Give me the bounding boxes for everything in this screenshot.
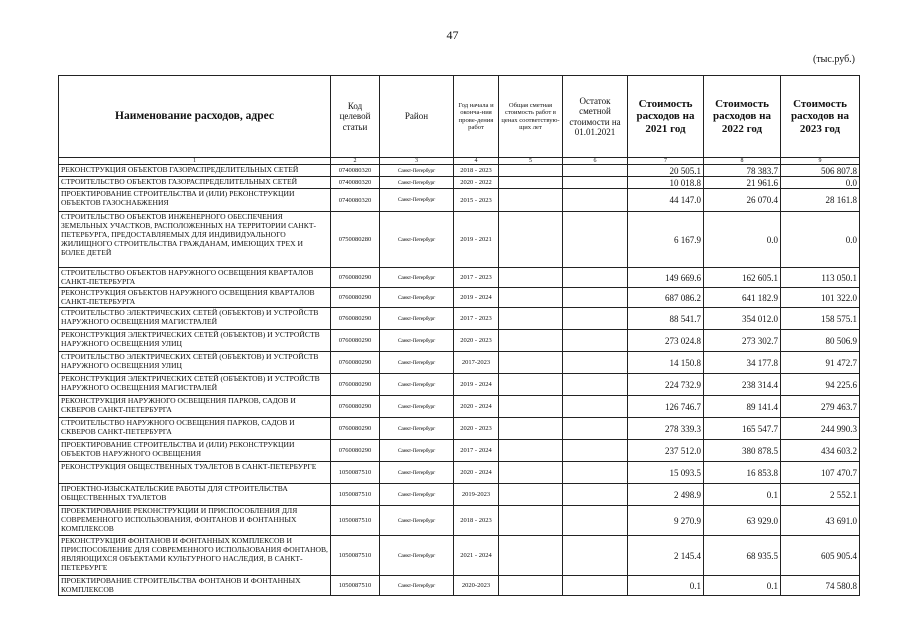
expense-name: РЕКОНСТРУКЦИЯ НАРУЖНОГО ОСВЕЩЕНИЯ ПАРКОВ, САДОВ И СКВЕРОВ САНКТ-ПЕТЕРБУРГА [59,396,331,418]
target-code: 0760080290 [331,396,380,418]
table-row [59,484,860,506]
cost-2022: 63 929.0 [704,506,781,536]
cost-2021: 2 145.4 [628,536,704,576]
target-code: 0760080290 [331,440,380,462]
column-number: 4 [454,158,499,165]
balance-cell [563,330,628,352]
total-cost-cell [499,374,563,396]
cost-2023: 91 472.7 [781,352,860,374]
balance-cell [563,462,628,484]
cost-2022: 21 961.6 [704,177,781,189]
cost-2023: 43 691.0 [781,506,860,536]
district: Санкт-Петербург [380,177,454,189]
cost-2022: 238 314.4 [704,374,781,396]
balance-cell [563,308,628,330]
target-code: 0760080290 [331,330,380,352]
balance-cell [563,212,628,268]
total-cost-cell [499,330,563,352]
balance-cell [563,165,628,177]
header-total-cost: Общая сметная стоимость работ в ценах соответствую-щих лет [499,76,563,158]
total-cost-cell [499,165,563,177]
page-number: 47 [446,28,459,42]
table-row [59,418,860,440]
expense-name: ПРОЕКТИРОВАНИЕ СТРОИТЕЛЬСТВА ФОНТАНОВ И ФОНТАННЫХ КОМПЛЕКСОВ [59,576,331,596]
cost-2023: 107 470.7 [781,462,860,484]
column-number: 1 [59,158,331,165]
table-header-row [59,76,860,158]
table-row [59,576,860,596]
target-code: 1050087510 [331,576,380,596]
work-years: 2015 - 2023 [454,189,499,212]
work-years: 2020 - 2023 [454,330,499,352]
district: Санкт-Петербург [380,165,454,177]
cost-2021: 44 147.0 [628,189,704,212]
work-years: 2021 - 2024 [454,536,499,576]
cost-2023: 113 050.1 [781,268,860,288]
table-row [59,212,860,268]
header-balance: Остаток сметной стоимости на 01.01.2021 [563,76,628,158]
total-cost-cell [499,212,563,268]
cost-2022: 78 383.7 [704,165,781,177]
expense-name: СТРОИТЕЛЬСТВО ОБЪЕКТОВ НАРУЖНОГО ОСВЕЩЕНИЯ КВАРТАЛОВ САНКТ-ПЕТЕРБУРГА [59,268,331,288]
column-number: 9 [781,158,860,165]
cost-2021: 126 746.7 [628,396,704,418]
district: Санкт-Петербург [380,506,454,536]
target-code: 0740080320 [331,189,380,212]
cost-2021: 0.1 [628,576,704,596]
cost-2022: 68 935.5 [704,536,781,576]
header-name: Наименование расходов, адрес [59,76,331,158]
work-years: 2020 - 2022 [454,177,499,189]
cost-2022: 273 302.7 [704,330,781,352]
balance-cell [563,536,628,576]
expense-name: РЕКОНСТРУКЦИЯ ФОНТАНОВ И ФОНТАННЫХ КОМПЛЕКСОВ И ПРИСПОСОБЛЕНИЕ ДЛЯ СОВРЕМЕННОГО ИСПОЛЬЗОВАНИЯ ФОНТАНОВ, ЯВЛЯЮЩИХСЯ ОБЪЕКТАМИ КУЛЬТУРНОГО НАСЛЕДИЯ, В САНКТ-ПЕТЕРБУРГЕ [59,536,331,576]
cost-2023: 0.0 [781,177,860,189]
header-cost-2023: Стоимость расходов на 2023 год [781,76,860,158]
target-code: 1050087510 [331,484,380,506]
cost-2023: 74 580.8 [781,576,860,596]
cost-2021: 88 541.7 [628,308,704,330]
cost-2023: 279 463.7 [781,396,860,418]
target-code: 0740080320 [331,177,380,189]
total-cost-cell [499,177,563,189]
expense-name: ПРОЕКТИРОВАНИЕ СТРОИТЕЛЬСТВА И (ИЛИ) РЕКОНСТРУКЦИИ ОБЪЕКТОВ НАРУЖНОГО ОСВЕЩЕНИЯ [59,440,331,462]
cost-2022: 380 878.5 [704,440,781,462]
cost-2022: 0.1 [704,484,781,506]
district: Санкт-Петербург [380,396,454,418]
total-cost-cell [499,484,563,506]
cost-2023: 158 575.1 [781,308,860,330]
table-row [59,352,860,374]
total-cost-cell [499,396,563,418]
expense-name: СТРОИТЕЛЬСТВО ОБЪЕКТОВ ИНЖЕНЕРНОГО ОБЕСПЕЧЕНИЯ ЗЕМЕЛЬНЫХ УЧАСТКОВ, РАСПОЛОЖЕННЫХ НА ТЕРРИТОРИИ САНКТ-ПЕТЕРБУРГА, ПРЕДОСТАВЛЯЕМЫХ ДЛЯ ИНДИВИДУАЛЬНОГО ЖИЛИЩНОГО СТРОИТЕЛЬСТВА ГРАЖДАНАМ, ИМЕЮЩИХ ТРЕХ И БОЛЕЕ ДЕТЕЙ [59,212,331,268]
district: Санкт-Петербург [380,288,454,308]
cost-2021: 687 086.2 [628,288,704,308]
cost-2023: 506 807.8 [781,165,860,177]
target-code: 1050087510 [331,506,380,536]
expense-name: РЕКОНСТРУКЦИЯ ОБЪЕКТОВ ГАЗОРАСПРЕДЕЛИТЕЛЬНЫХ СЕТЕЙ [59,165,331,177]
table-row [59,396,860,418]
work-years: 2020-2023 [454,576,499,596]
work-years: 2017 - 2024 [454,440,499,462]
balance-cell [563,440,628,462]
cost-2022: 26 070.4 [704,189,781,212]
cost-2023: 94 225.6 [781,374,860,396]
expense-name: РЕКОНСТРУКЦИЯ ОБЩЕСТВЕННЫХ ТУАЛЕТОВ В САНКТ-ПЕТЕРБУРГЕ [59,462,331,484]
total-cost-cell [499,268,563,288]
cost-2023: 80 506.9 [781,330,860,352]
balance-cell [563,177,628,189]
cost-2021: 15 093.5 [628,462,704,484]
district: Санкт-Петербург [380,268,454,288]
header-district: Район [380,76,454,158]
target-code: 0740080320 [331,165,380,177]
target-code: 0760080290 [331,352,380,374]
district: Санкт-Петербург [380,308,454,330]
cost-2021: 224 732.9 [628,374,704,396]
column-number: 8 [704,158,781,165]
balance-cell [563,374,628,396]
cost-2022: 89 141.4 [704,396,781,418]
cost-2023: 28 161.8 [781,189,860,212]
table-row [59,189,860,212]
header-cost-2022: Стоимость расходов на 2022 год [704,76,781,158]
cost-2023: 0.0 [781,212,860,268]
cost-2022: 641 182.9 [704,288,781,308]
expense-name: ПРОЕКТНО-ИЗЫСКАТЕЛЬСКИЕ РАБОТЫ ДЛЯ СТРОИТЕЛЬСТВА ОБЩЕСТВЕННЫХ ТУАЛЕТОВ [59,484,331,506]
cost-2021: 20 505.1 [628,165,704,177]
budget-table [58,75,860,596]
table-body [59,165,860,596]
table-row [59,288,860,308]
balance-cell [563,189,628,212]
cost-2021: 6 167.9 [628,212,704,268]
column-number: 3 [380,158,454,165]
district: Санкт-Петербург [380,462,454,484]
cost-2022: 34 177.8 [704,352,781,374]
work-years: 2017-2023 [454,352,499,374]
table-row [59,440,860,462]
cost-2023: 2 552.1 [781,484,860,506]
cost-2021: 9 270.9 [628,506,704,536]
total-cost-cell [499,308,563,330]
district: Санкт-Петербург [380,576,454,596]
balance-cell [563,418,628,440]
header-cost-2021: Стоимость расходов на 2021 год [628,76,704,158]
target-code: 0760080290 [331,288,380,308]
balance-cell [563,484,628,506]
total-cost-cell [499,288,563,308]
total-cost-cell [499,536,563,576]
table-row [59,165,860,177]
table-row [59,462,860,484]
total-cost-cell [499,352,563,374]
work-years: 2020 - 2024 [454,462,499,484]
work-years: 2020 - 2023 [454,418,499,440]
column-number: 5 [499,158,563,165]
expense-name: РЕКОНСТРУКЦИЯ ОБЪЕКТОВ НАРУЖНОГО ОСВЕЩЕНИЯ КВАРТАЛОВ САНКТ-ПЕТЕРБУРГА [59,288,331,308]
table-row [59,374,860,396]
cost-2021: 273 024.8 [628,330,704,352]
column-number-row [59,158,860,165]
total-cost-cell [499,418,563,440]
target-code: 0760080290 [331,308,380,330]
work-years: 2019 - 2021 [454,212,499,268]
total-cost-cell [499,462,563,484]
column-number: 6 [563,158,628,165]
cost-2021: 2 498.9 [628,484,704,506]
work-years: 2018 - 2023 [454,165,499,177]
balance-cell [563,352,628,374]
cost-2021: 14 150.8 [628,352,704,374]
cost-2023: 101 322.0 [781,288,860,308]
work-years: 2019 - 2024 [454,288,499,308]
total-cost-cell [499,189,563,212]
expense-name: СТРОИТЕЛЬСТВО ЭЛЕКТРИЧЕСКИХ СЕТЕЙ (ОБЪЕКТОВ) И УСТРОЙСТВ НАРУЖНОГО ОСВЕЩЕНИЯ МАГИСТРАЛЕЙ [59,308,331,330]
district: Санкт-Петербург [380,189,454,212]
district: Санкт-Петербург [380,440,454,462]
cost-2021: 278 339.3 [628,418,704,440]
cost-2021: 149 669.6 [628,268,704,288]
expense-name: ПРОЕКТИРОВАНИЕ РЕКОНСТРУКЦИИ И ПРИСПОСОБЛЕНИЯ ДЛЯ СОВРЕМЕННОГО ИСПОЛЬЗОВАНИЯ, ФОНТАНОВ И ФОНТАННЫХ КОМПЛЕКСОВ [59,506,331,536]
work-years: 2017 - 2023 [454,268,499,288]
district: Санкт-Петербург [380,374,454,396]
district: Санкт-Петербург [380,352,454,374]
total-cost-cell [499,506,563,536]
expense-name: РЕКОНСТРУКЦИЯ ЭЛЕКТРИЧЕСКИХ СЕТЕЙ (ОБЪЕКТОВ) И УСТРОЙСТВ НАРУЖНОГО ОСВЕЩЕНИЯ МАГИСТРАЛЕЙ [59,374,331,396]
district: Санкт-Петербург [380,418,454,440]
cost-2023: 605 905.4 [781,536,860,576]
expense-name: СТРОИТЕЛЬСТВО ОБЪЕКТОВ ГАЗОРАСПРЕДЕЛИТЕЛЬНЫХ СЕТЕЙ [59,177,331,189]
work-years: 2018 - 2023 [454,506,499,536]
table-row [59,308,860,330]
total-cost-cell [499,440,563,462]
table-row [59,506,860,536]
expense-name: СТРОИТЕЛЬСТВО ЭЛЕКТРИЧЕСКИХ СЕТЕЙ (ОБЪЕКТОВ) И УСТРОЙСТВ НАРУЖНОГО ОСВЕЩЕНИЯ УЛИЦ [59,352,331,374]
balance-cell [563,576,628,596]
target-code: 0760080290 [331,374,380,396]
district: Санкт-Петербург [380,484,454,506]
work-years: 2017 - 2023 [454,308,499,330]
district: Санкт-Петербург [380,536,454,576]
table-row [59,536,860,576]
cost-2022: 16 853.8 [704,462,781,484]
cost-2022: 0.0 [704,212,781,268]
target-code: 0750080280 [331,212,380,268]
column-number: 2 [331,158,380,165]
column-number: 7 [628,158,704,165]
table-row [59,268,860,288]
table-row [59,330,860,352]
district: Санкт-Петербург [380,330,454,352]
work-years: 2019 - 2024 [454,374,499,396]
cost-2023: 434 603.2 [781,440,860,462]
header-years: Год начала и оконча-ния прове-дения работ [454,76,499,158]
cost-2022: 0.1 [704,576,781,596]
target-code: 0760080290 [331,418,380,440]
cost-2023: 244 990.3 [781,418,860,440]
expense-name: РЕКОНСТРУКЦИЯ ЭЛЕКТРИЧЕСКИХ СЕТЕЙ (ОБЪЕКТОВ) И УСТРОЙСТВ НАРУЖНОГО ОСВЕЩЕНИЯ УЛИЦ [59,330,331,352]
target-code: 0760080290 [331,268,380,288]
table-row [59,177,860,189]
work-years: 2020 - 2024 [454,396,499,418]
work-years: 2019-2023 [454,484,499,506]
district: Санкт-Петербург [380,212,454,268]
balance-cell [563,506,628,536]
header-code: Код целевой статьи [331,76,380,158]
balance-cell [563,288,628,308]
target-code: 1050087510 [331,536,380,576]
cost-2022: 165 547.7 [704,418,781,440]
cost-2021: 10 018.8 [628,177,704,189]
cost-2022: 162 605.1 [704,268,781,288]
balance-cell [563,396,628,418]
balance-cell [563,268,628,288]
cost-2021: 237 512.0 [628,440,704,462]
units-label: (тыс.руб.) [812,54,855,65]
total-cost-cell [499,576,563,596]
expense-name: СТРОИТЕЛЬСТВО НАРУЖНОГО ОСВЕЩЕНИЯ ПАРКОВ, САДОВ И СКВЕРОВ САНКТ-ПЕТЕРБУРГА [59,418,331,440]
cost-2022: 354 012.0 [704,308,781,330]
target-code: 1050087510 [331,462,380,484]
expense-name: ПРОЕКТИРОВАНИЕ СТРОИТЕЛЬСТВА И (ИЛИ) РЕКОНСТРУКЦИИ ОБЪЕКТОВ ГАЗОСНАБЖЕНИЯ [59,189,331,212]
